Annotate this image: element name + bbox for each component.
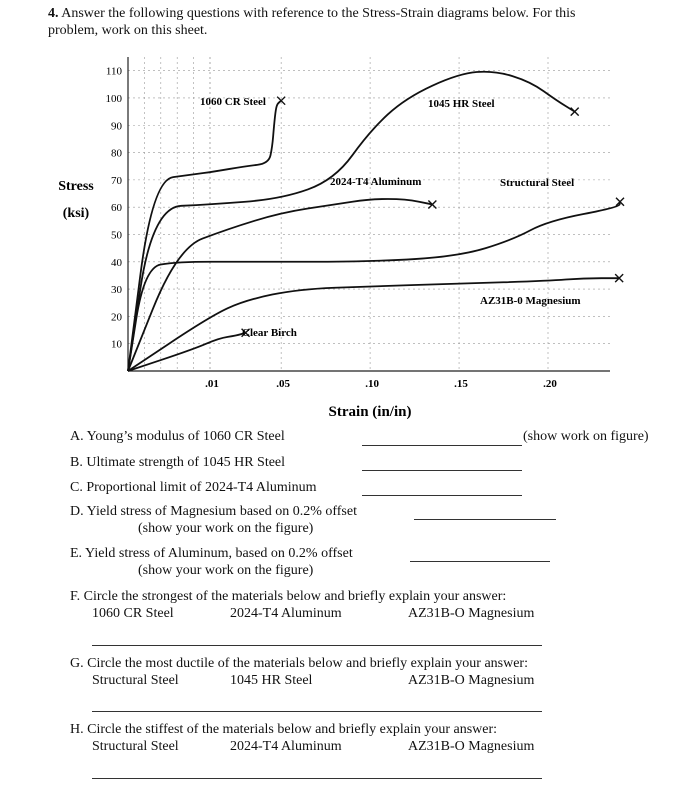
answer-b-blank[interactable] [362, 470, 522, 471]
question-h-letter: H. [70, 722, 84, 737]
series-line-az31b-0-magnesium [128, 278, 619, 371]
y-tick-label: 10 [111, 338, 122, 351]
question-c-letter: C. [70, 480, 83, 495]
question-h-text: Circle the stiffest of the materials below and briefly explain your answer: [87, 722, 498, 737]
question-a-note: (show work on figure) [523, 429, 649, 444]
curve-label: Clear Birch [242, 327, 297, 339]
answer-h-blank[interactable] [92, 778, 542, 779]
question-g-option-1[interactable]: Structural Steel [92, 673, 179, 688]
question-f-option-2[interactable]: 2024-T4 Aluminum [230, 606, 342, 621]
x-axis-label: Strain (in/in) [328, 404, 412, 420]
series-line-clear-birch [128, 333, 246, 371]
series-end-marker-1045-hr-steel [571, 108, 579, 116]
chart-series [128, 72, 624, 371]
question-b-text: Ultimate strength of 1045 HR Steel [86, 455, 286, 470]
question-g-letter: G. [70, 656, 84, 671]
curve-label: 1060 CR Steel [200, 96, 266, 108]
question-f-text: Circle the strongest of the materials below and briefly explain your answer: [83, 589, 507, 604]
problem-number: 4. [48, 6, 59, 21]
question-h-option-1[interactable]: Structural Steel [92, 739, 179, 754]
y-tick-label: 40 [111, 256, 122, 269]
problem-intro-line2: problem, work on this sheet. [48, 23, 208, 38]
question-a-letter: A. [70, 429, 84, 444]
question-d-letter: D. [70, 504, 84, 519]
y-tick-label: 110 [105, 65, 122, 78]
x-tick-label: .01 [205, 378, 219, 390]
x-tick-label: .05 [276, 378, 291, 390]
x-tick-label: .20 [543, 378, 557, 390]
question-e [70, 546, 353, 562]
problem-intro-line1: Answer the following questions with reference to the Stress-Strain diagrams below. For this [61, 6, 576, 21]
curve-label: AZ31B-0 Magnesium [480, 295, 581, 307]
answer-c-blank[interactable] [362, 495, 522, 496]
y-tick-label: 80 [111, 147, 122, 160]
y-tick-label: 60 [111, 202, 122, 215]
series-line-2024-t4-aluminum [128, 199, 432, 371]
y-tick-label: 20 [111, 311, 122, 324]
question-a-text: Young’s modulus of 1060 CR Steel [86, 429, 285, 444]
y-tick-label: 100 [105, 92, 122, 105]
y-tick-label: 30 [111, 284, 122, 297]
answer-e-blank[interactable] [410, 561, 550, 562]
y-axis-label: Stress [58, 179, 94, 194]
curve-label: 2024-T4 Aluminum [330, 176, 422, 188]
answer-f-blank[interactable] [92, 645, 542, 646]
question-e-letter: E. [70, 546, 83, 561]
question-f [70, 589, 506, 605]
question-d-sub: (show your work on the figure) [138, 521, 314, 536]
question-e-sub: (show your work on the figure) [138, 563, 314, 578]
y-tick-label: 70 [111, 174, 122, 187]
question-c [70, 480, 317, 496]
answer-g-blank[interactable] [92, 711, 542, 712]
question-f-option-1[interactable]: 1060 CR Steel [92, 606, 174, 621]
curve-label: 1045 HR Steel [428, 98, 495, 110]
question-b-letter: B. [70, 455, 83, 470]
y-tick-label: 50 [111, 229, 122, 242]
question-g-option-3[interactable]: AZ31B-O Magnesium [408, 673, 535, 688]
question-b [70, 455, 285, 471]
curve-label: Structural Steel [500, 177, 575, 189]
question-g-option-2[interactable]: 1045 HR Steel [230, 673, 313, 688]
answer-a-blank[interactable] [362, 445, 522, 446]
question-g-text: Circle the most ductile of the materials below and briefly explain your answer: [87, 656, 528, 671]
question-d [70, 504, 357, 520]
question-f-option-3[interactable]: AZ31B-O Magnesium [408, 606, 535, 621]
question-c-text: Proportional limit of 2024-T4 Aluminum [86, 480, 317, 495]
question-h-option-2[interactable]: 2024-T4 Aluminum [230, 739, 342, 754]
question-h [70, 722, 497, 738]
x-tick-label: .10 [365, 378, 379, 390]
question-h-option-3[interactable]: AZ31B-O Magnesium [408, 739, 535, 754]
y-tick-label: 90 [111, 120, 122, 133]
question-d-text: Yield stress of Magnesium based on 0.2% offset [86, 504, 357, 519]
question-e-text: Yield stress of Aluminum, based on 0.2% offset [85, 546, 353, 561]
question-g [70, 656, 528, 672]
y-axis-unit: (ksi) [62, 206, 90, 221]
question-f-letter: F. [70, 589, 81, 604]
question-a [70, 429, 285, 445]
answer-d-blank[interactable] [414, 519, 556, 520]
x-tick-label: .15 [454, 378, 468, 390]
